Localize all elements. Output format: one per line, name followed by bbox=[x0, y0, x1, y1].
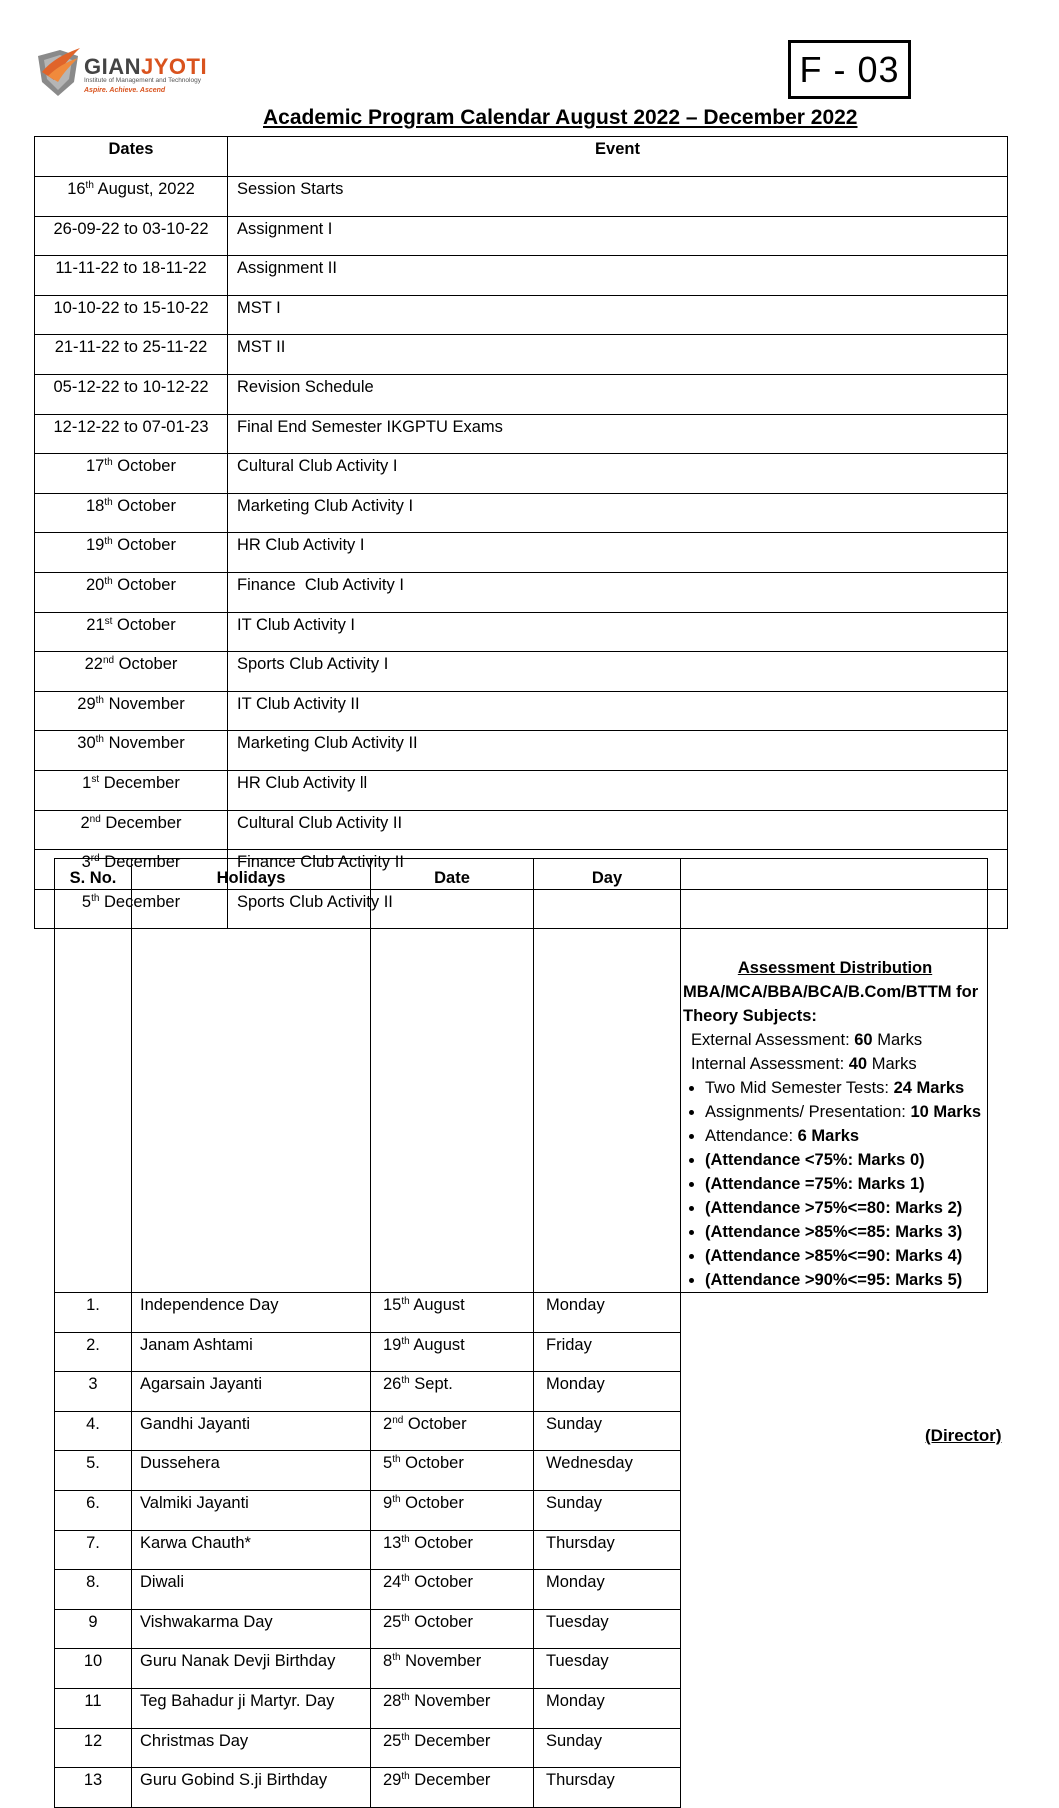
calendar-row bbox=[35, 414, 1008, 454]
holiday-name: Independence Day bbox=[132, 1293, 371, 1333]
calendar-row bbox=[35, 533, 1008, 573]
calendar-body bbox=[35, 177, 1008, 929]
holiday-date: 2nd October bbox=[371, 1411, 534, 1451]
external-assessment: External Assessment: 60 Marks bbox=[691, 1031, 923, 1049]
holiday-row bbox=[55, 1530, 988, 1570]
calendar-event: Marketing Club Activity I bbox=[228, 493, 1008, 533]
calendar-event: IT Club Activity I bbox=[228, 612, 1008, 652]
holiday-row bbox=[55, 1728, 988, 1768]
calendar-row bbox=[35, 454, 1008, 494]
shield-icon bbox=[34, 46, 82, 102]
holiday-day: Sunday bbox=[534, 1728, 681, 1768]
director-signature-label: (Director) bbox=[925, 1426, 1002, 1445]
assessment-item: • Attendance: 6 Marks bbox=[705, 1124, 987, 1148]
calendar-date: 30th November bbox=[35, 731, 228, 771]
holidays-body bbox=[55, 1293, 988, 1808]
attendance-rule: • (Attendance >90%<=95: Marks 5) bbox=[705, 1268, 987, 1292]
holiday-header: Holidays bbox=[132, 859, 371, 1293]
holiday-day: Sunday bbox=[534, 1490, 681, 1530]
calendar-event: Finance Club Activity I bbox=[228, 572, 1008, 612]
assessment-list bbox=[683, 1076, 987, 1292]
calendar-date: 05-12-22 to 10-12-22 bbox=[35, 374, 228, 414]
holiday-sno: 12 bbox=[55, 1728, 132, 1768]
calendar-date: 2nd December bbox=[35, 810, 228, 850]
calendar-date: 18th October bbox=[35, 493, 228, 533]
calendar-date: 3rd December bbox=[35, 850, 228, 890]
calendar-event: HR Club Activity I bbox=[228, 533, 1008, 573]
calendar-event: Final End Semester IKGPTU Exams bbox=[228, 414, 1008, 454]
calendar-event: Session Starts bbox=[228, 177, 1008, 217]
holiday-date: 26th Sept. bbox=[371, 1372, 534, 1412]
holiday-date: 24th October bbox=[371, 1570, 534, 1610]
holiday-day: Tuesday bbox=[534, 1609, 681, 1649]
holiday-date: 25th October bbox=[371, 1609, 534, 1649]
attendance-rule: • (Attendance >85%<=90: Marks 4) bbox=[705, 1244, 987, 1268]
assessment-item: • Assignments/ Presentation: 10 Marks bbox=[705, 1100, 987, 1124]
holiday-row bbox=[55, 1570, 988, 1610]
holiday-date: 25th December bbox=[371, 1728, 534, 1768]
holiday-sno: 11 bbox=[55, 1688, 132, 1728]
holiday-row bbox=[55, 1688, 988, 1728]
sno-header: S. No. bbox=[55, 859, 132, 1293]
holiday-row bbox=[55, 1293, 988, 1333]
calendar-row bbox=[35, 572, 1008, 612]
calendar-date: 17th October bbox=[35, 454, 228, 494]
holiday-row bbox=[55, 1490, 988, 1530]
holiday-sno: 2. bbox=[55, 1332, 132, 1372]
calendar-row bbox=[35, 374, 1008, 414]
calendar-row bbox=[35, 493, 1008, 533]
holiday-sno: 7. bbox=[55, 1530, 132, 1570]
holiday-date: 13th October bbox=[371, 1530, 534, 1570]
assessment-subtitle: MBA/MCA/BBA/BCA/B.Com/BTTM for Theory Subjects: bbox=[683, 983, 979, 1025]
calendar-header-row bbox=[35, 137, 1008, 177]
calendar-date: 29th November bbox=[35, 691, 228, 731]
calendar-event: Cultural Club Activity II bbox=[228, 810, 1008, 850]
calendar-row bbox=[35, 295, 1008, 335]
calendar-date: 21st October bbox=[35, 612, 228, 652]
holidays-header-row bbox=[55, 859, 988, 1293]
attendance-rule: • (Attendance <75%: Marks 0) bbox=[705, 1148, 987, 1172]
attendance-rule: • (Attendance =75%: Marks 1) bbox=[705, 1172, 987, 1196]
dates-header: Dates bbox=[35, 137, 228, 177]
internal-assessment: Internal Assessment: 40 Marks bbox=[691, 1055, 917, 1073]
holiday-row bbox=[55, 1332, 988, 1372]
holiday-name: Gandhi Jayanti bbox=[132, 1411, 371, 1451]
logo-wordmark: GIANJYOTI bbox=[84, 54, 208, 79]
calendar-date: 12-12-22 to 07-01-23 bbox=[35, 414, 228, 454]
calendar-event: Assignment II bbox=[228, 256, 1008, 296]
calendar-row bbox=[35, 177, 1008, 217]
holiday-sno: 9 bbox=[55, 1609, 132, 1649]
calendar-date: 19th October bbox=[35, 533, 228, 573]
holiday-name: Janam Ashtami bbox=[132, 1332, 371, 1372]
institute-logo bbox=[34, 46, 208, 102]
day-header: Day bbox=[534, 859, 681, 1293]
calendar-date: 21-11-22 to 25-11-22 bbox=[35, 335, 228, 375]
calendar-date: 22nd October bbox=[35, 652, 228, 692]
holiday-date: 28th November bbox=[371, 1688, 534, 1728]
form-code-box: F - 03 bbox=[788, 40, 911, 99]
holiday-day: Wednesday bbox=[534, 1451, 681, 1491]
holiday-name: Diwali bbox=[132, 1570, 371, 1610]
attendance-rule: • (Attendance >75%<=80: Marks 2) bbox=[705, 1196, 987, 1220]
calendar-event: Cultural Club Activity I bbox=[228, 454, 1008, 494]
holidays-table bbox=[54, 858, 988, 1808]
holiday-row bbox=[55, 1372, 988, 1412]
academic-calendar-table bbox=[34, 136, 1008, 929]
calendar-event: MST II bbox=[228, 335, 1008, 375]
holiday-date: 9th October bbox=[371, 1490, 534, 1530]
holiday-day: Monday bbox=[534, 1372, 681, 1412]
calendar-date: 20th October bbox=[35, 572, 228, 612]
holiday-day: Tuesday bbox=[534, 1649, 681, 1689]
holiday-row bbox=[55, 1768, 988, 1808]
calendar-row bbox=[35, 612, 1008, 652]
holiday-day: Sunday bbox=[534, 1411, 681, 1451]
calendar-row bbox=[35, 216, 1008, 256]
calendar-date: 1st December bbox=[35, 770, 228, 810]
calendar-event: MST I bbox=[228, 295, 1008, 335]
calendar-date: 5th December bbox=[35, 889, 228, 929]
assessment-heading: Assessment Distribution bbox=[737, 959, 933, 977]
holiday-sno: 5. bbox=[55, 1451, 132, 1491]
holiday-name: Karwa Chauth* bbox=[132, 1530, 371, 1570]
holiday-row bbox=[55, 1609, 988, 1649]
holiday-sno: 13 bbox=[55, 1768, 132, 1808]
holiday-day: Monday bbox=[534, 1570, 681, 1610]
holiday-row bbox=[55, 1411, 988, 1451]
holiday-date: 8th November bbox=[371, 1649, 534, 1689]
calendar-event: Sports Club Activity I bbox=[228, 652, 1008, 692]
holiday-sno: 3 bbox=[55, 1372, 132, 1412]
calendar-row bbox=[35, 652, 1008, 692]
holiday-name: Agarsain Jayanti bbox=[132, 1372, 371, 1412]
holiday-sno: 8. bbox=[55, 1570, 132, 1610]
calendar-event: Revision Schedule bbox=[228, 374, 1008, 414]
date-header: Date bbox=[371, 859, 534, 1293]
holiday-day: Friday bbox=[534, 1332, 681, 1372]
holiday-date: 5th October bbox=[371, 1451, 534, 1491]
holiday-sno: 4. bbox=[55, 1411, 132, 1451]
calendar-row bbox=[35, 335, 1008, 375]
logo-subtitle: Institute of Management and Technology bbox=[84, 77, 201, 84]
holiday-day: Thursday bbox=[534, 1530, 681, 1570]
calendar-event: HR Club Activity ll bbox=[228, 770, 1008, 810]
page-title: Academic Program Calendar August 2022 – December 2022 bbox=[263, 106, 858, 129]
holiday-name: Dussehera bbox=[132, 1451, 371, 1491]
logo-tagline: Aspire. Achieve. Ascend bbox=[84, 87, 166, 94]
holiday-name: Teg Bahadur ji Martyr. Day bbox=[132, 1688, 371, 1728]
assessment-item: • Two Mid Semester Tests: 24 Marks bbox=[705, 1076, 987, 1100]
calendar-event: IT Club Activity II bbox=[228, 691, 1008, 731]
calendar-date: 10-10-22 to 15-10-22 bbox=[35, 295, 228, 335]
holiday-date: 19th August bbox=[371, 1332, 534, 1372]
calendar-row bbox=[35, 691, 1008, 731]
holiday-name: Guru Nanak Devji Birthday bbox=[132, 1649, 371, 1689]
holiday-name: Vishwakarma Day bbox=[132, 1609, 371, 1649]
calendar-event: Finance Club Activity II bbox=[228, 850, 1008, 890]
holiday-day: Monday bbox=[534, 1293, 681, 1333]
holiday-name: Valmiki Jayanti bbox=[132, 1490, 371, 1530]
calendar-date: 11-11-22 to 18-11-22 bbox=[35, 256, 228, 296]
calendar-date: 16th August, 2022 bbox=[35, 177, 228, 217]
calendar-event: Sports Club Activity II bbox=[228, 889, 1008, 929]
calendar-row bbox=[35, 810, 1008, 850]
holiday-name: Christmas Day bbox=[132, 1728, 371, 1768]
calendar-row bbox=[35, 731, 1008, 771]
holiday-sno: 10 bbox=[55, 1649, 132, 1689]
event-header: Event bbox=[228, 137, 1008, 177]
holiday-date: 29th December bbox=[371, 1768, 534, 1808]
holiday-date: 15th August bbox=[371, 1293, 534, 1333]
holiday-row bbox=[55, 1649, 988, 1689]
holiday-sno: 6. bbox=[55, 1490, 132, 1530]
calendar-date: 26-09-22 to 03-10-22 bbox=[35, 216, 228, 256]
calendar-event: Marketing Club Activity II bbox=[228, 731, 1008, 771]
calendar-row bbox=[35, 770, 1008, 810]
attendance-rule: • (Attendance >85%<=85: Marks 3) bbox=[705, 1220, 987, 1244]
calendar-row bbox=[35, 256, 1008, 296]
holiday-row bbox=[55, 1451, 988, 1491]
holiday-sno: 1. bbox=[55, 1293, 132, 1333]
calendar-event: Assignment I bbox=[228, 216, 1008, 256]
holiday-day: Monday bbox=[534, 1688, 681, 1728]
assessment-distribution-panel bbox=[681, 859, 988, 1293]
holiday-name: Guru Gobind S.ji Birthday bbox=[132, 1768, 371, 1808]
holiday-day: Thursday bbox=[534, 1768, 681, 1808]
